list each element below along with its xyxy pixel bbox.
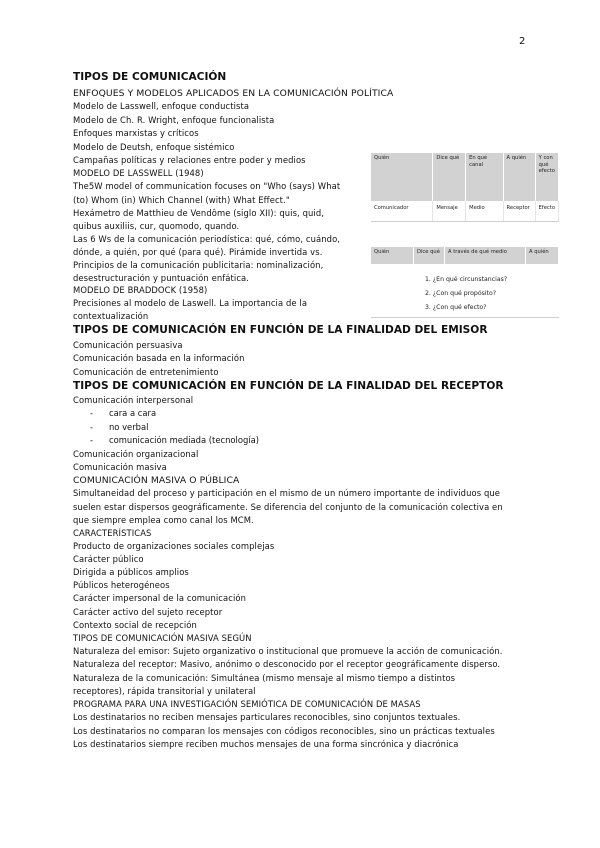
subheading: MODELO DE BRADDOCK (1958) bbox=[73, 285, 208, 295]
bullet-marker: - bbox=[90, 435, 94, 445]
text-line: Producto de organizaciones sociales complejas bbox=[73, 541, 275, 551]
subheading: COMUNICACIÓN MASIVA O PÚBLICA bbox=[73, 475, 240, 486]
text-line: Precisiones al modelo de Laswell. La importancia de la bbox=[73, 298, 308, 308]
text-line: Modelo de Ch. R. Wright, enfoque funcionalista bbox=[73, 115, 275, 125]
table-header-cell: A quién bbox=[526, 247, 559, 265]
bullet-marker: - bbox=[90, 408, 94, 418]
table-header-cell: A quién bbox=[503, 153, 535, 201]
text-line: Naturaleza del emisor: Sujeto organizativo o institucional que promueve la acción de comunicación. bbox=[73, 646, 503, 656]
subheading: PROGRAMA PARA UNA INVESTIGACIÓN SEMIÓTICA DE COMUNICACIÓN DE MASAS bbox=[73, 699, 421, 709]
table-header-cell: Dice qué bbox=[414, 247, 445, 265]
text-line: Carácter activo del sujeto receptor bbox=[73, 607, 223, 617]
text-line: que siempre emplea como canal los MCM. bbox=[73, 515, 254, 525]
table-cell: Mensaje bbox=[433, 201, 466, 222]
text-line: Principios de la comunicación publicitaria: nominalización, bbox=[73, 260, 324, 270]
bullet-marker: - bbox=[90, 422, 94, 432]
table-header-cell: En qué canal bbox=[466, 153, 503, 201]
subheading: CARACTERÍSTICAS bbox=[73, 528, 152, 538]
bullet-item: no verbal bbox=[109, 422, 149, 432]
section-heading: TIPOS DE COMUNICACIÓN EN FUNCIÓN DE LA FINALIDAD DEL RECEPTOR bbox=[73, 380, 504, 392]
text-line: Carácter impersonal de la comunicación bbox=[73, 593, 246, 603]
table-header-cell: Quién bbox=[371, 153, 433, 201]
subheading: MODELO DE LASSWELL (1948) bbox=[73, 168, 204, 178]
table-header-cell: A través de qué medio bbox=[445, 247, 526, 265]
table-cell: Comunicador bbox=[371, 201, 433, 222]
table-list-item: 2. ¿Con qué propósito? bbox=[425, 290, 497, 297]
text-line: Los destinatarios no reciben mensajes particulares reconocibles, sino conjuntos textuales. bbox=[73, 712, 461, 722]
text-line: Naturaleza de la comunicación: Simultánea (mismo mensaje al mismo tiempo a distintos bbox=[73, 673, 456, 683]
text-line: Hexámetro de Matthieu de Vendôme (siglo XII): quis, quid, bbox=[73, 208, 325, 218]
table-list-item: 3. ¿Con qué efecto? bbox=[425, 304, 487, 311]
text-line: desestructuración y puntuación enfática. bbox=[73, 273, 250, 283]
table-cell: Efecto bbox=[535, 201, 558, 222]
text-line: Comunicación basada en la información bbox=[73, 353, 245, 363]
text-line: Públicos heterogéneos bbox=[73, 580, 170, 590]
lasswell-model-table bbox=[371, 153, 559, 222]
section-heading: TIPOS DE COMUNICACIÓN bbox=[73, 71, 227, 83]
table-header-cell: Quién bbox=[371, 247, 414, 265]
bullet-item: comunicación mediada (tecnología) bbox=[109, 435, 260, 445]
text-line: quibus auxiliis, cur, quomodo, quando. bbox=[73, 221, 240, 231]
text-line: Comunicación de entretenimiento bbox=[73, 367, 219, 377]
subheading: TIPOS DE COMUNICACIÓN MASIVA SEGÚN bbox=[73, 633, 252, 643]
subheading: ENFOQUES Y MODELOS APLICADOS EN LA COMUNICACIÓN POLÍTICA bbox=[73, 88, 394, 99]
bullet-item: cara a cara bbox=[109, 408, 157, 418]
text-line: contextualización bbox=[73, 311, 149, 321]
text-line: receptores), rápida transitorial y unilateral bbox=[73, 686, 256, 696]
text-line: Dirigida a públicos amplios bbox=[73, 567, 189, 577]
table-header-cell: Y con qué efecto bbox=[535, 153, 558, 201]
text-line: (to) Whom (in) Which Channel (with) What Effect." bbox=[73, 195, 290, 205]
text-line: Los destinatarios siempre reciben muchos mensajes de una forma sincrónica y diacrónica bbox=[73, 739, 459, 749]
text-line: Modelo de Lasswell, enfoque conductista bbox=[73, 101, 250, 111]
text-line: Enfoques marxistas y críticos bbox=[73, 128, 199, 138]
text-line: suelen estar dispersos geográficamente. Se diferencia del conjunto de la comunicación colectiva en bbox=[73, 502, 503, 512]
text-line: Comunicación interpersonal bbox=[73, 395, 194, 405]
table-cell: Receptor bbox=[503, 201, 535, 222]
text-line: Naturaleza del receptor: Masivo, anónimo o desconocido por el receptor geográficamente disperso. bbox=[73, 659, 501, 669]
text-line: Comunicación persuasiva bbox=[73, 340, 183, 350]
text-line: Comunicación organizacional bbox=[73, 449, 199, 459]
text-line: Simultaneidad del proceso y participación en el mismo de un número importante de individuos que bbox=[73, 488, 501, 498]
table-header-cell: Dice qué bbox=[433, 153, 466, 201]
braddock-model-table bbox=[371, 247, 559, 265]
text-line: Modelo de Deutsh, enfoque sistémico bbox=[73, 142, 235, 152]
text-line: The5W model of communication focuses on "Who (says) What bbox=[73, 181, 341, 191]
text-line: Las 6 Ws de la comunicación periodística: qué, cómo, cuándo, bbox=[73, 234, 341, 244]
text-line: Carácter público bbox=[73, 554, 144, 564]
section-heading: TIPOS DE COMUNICACIÓN EN FUNCIÓN DE LA FINALIDAD DEL EMISOR bbox=[73, 324, 488, 336]
text-line: Comunicación masiva bbox=[73, 462, 167, 472]
page-number: 2 bbox=[519, 36, 526, 47]
table-list-item: 1. ¿En qué circunstancias? bbox=[425, 276, 508, 283]
text-line: dónde, a quién, por qué (para qué). Pirámide invertida vs. bbox=[73, 247, 323, 257]
table-cell: Medio bbox=[466, 201, 503, 222]
text-line: Los destinatarios no comparan los mensajes con códigos reconocibles, sino un prácticas textuales bbox=[73, 726, 495, 736]
text-line: Contexto social de recepción bbox=[73, 620, 197, 630]
text-line: Campañas políticas y relaciones entre poder y medios bbox=[73, 155, 306, 165]
